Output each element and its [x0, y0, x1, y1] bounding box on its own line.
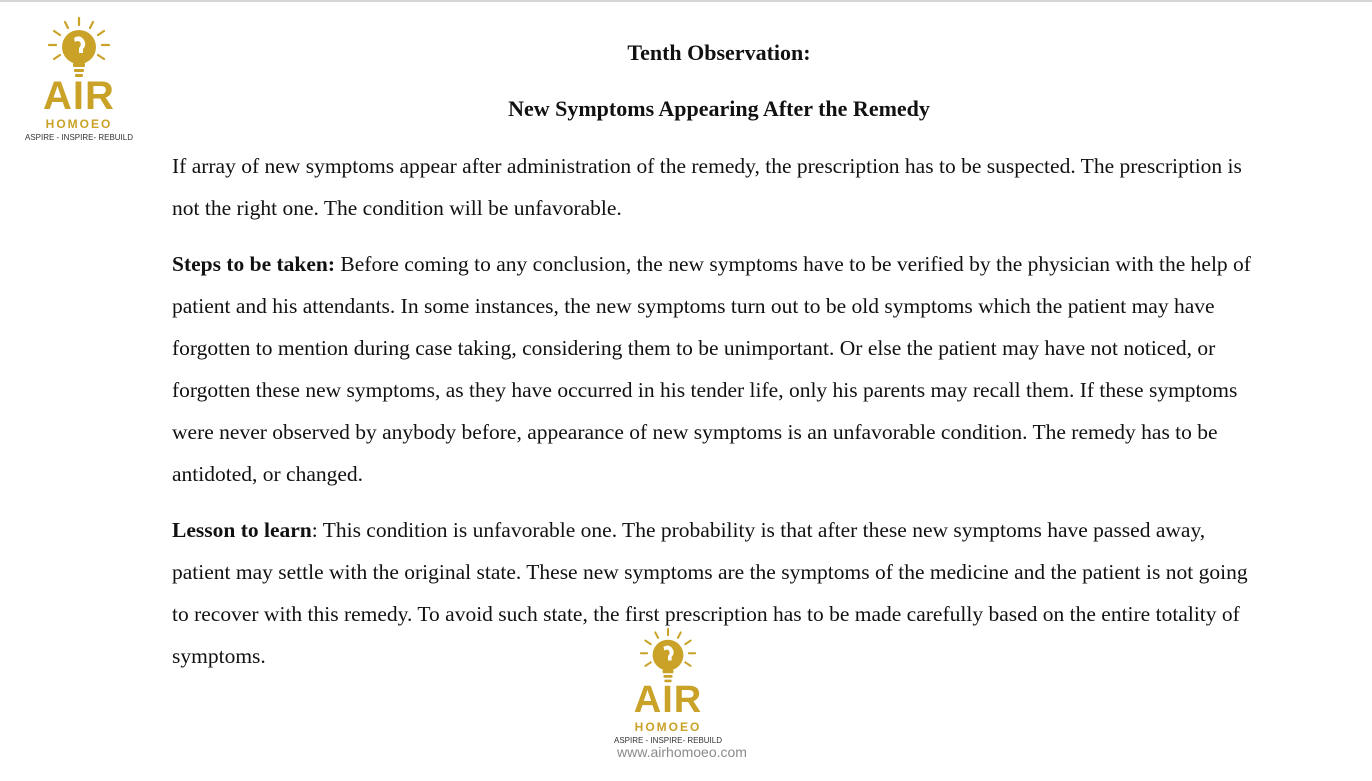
watermark-logo: [613, 627, 723, 745]
lightbulb-head-icon: [636, 627, 700, 685]
watermark-subname: HOMOEO: [634, 720, 702, 734]
steps-paragraph: [172, 243, 1258, 495]
watermark-wordmark: AIR: [633, 679, 703, 721]
steps-text: Before coming to any conclusion, the new symptoms have to be verified by the physician with the help of patient and his attendants. In some instances, the new symptoms turn out to be old symptoms which the patient may have forgotten to mention during case taking, considering them to be unimportant. Or else the patient may have not noticed, or forgotten these new symptoms, as they have occurred in his tender life, only his parents may recall them. If these symptoms were never observed by anybody before, appearance of new symptoms is an unfavorable condition. The remedy has to be antidoted, or changed.: [172, 252, 1251, 486]
brand-logo: [24, 16, 134, 142]
top-divider: [0, 0, 1372, 2]
logo-subname: HOMOEO: [45, 117, 113, 131]
page-subtitle: New Symptoms Appearing After the Remedy: [508, 96, 930, 121]
lesson-label: Lesson to learn: [172, 518, 312, 542]
intro-paragraph: [172, 145, 1258, 229]
watermark-tagline: ASPIRE - INSPIRE- REBUILD: [613, 736, 723, 745]
lightbulb-head-icon: [44, 16, 114, 80]
page-title: Tenth Observation:: [627, 40, 811, 65]
logo-tagline: ASPIRE - INSPIRE- REBUILD: [24, 133, 134, 142]
lesson-text: : This condition is unfavorable one. The probability is that after these new symptoms have passed away, patient may settle with the original state. These new symptoms are the symptoms of the medicine and the patient is not going to recover with this remedy. To avoid such state, the first prescription has to be made carefully based on the entire totality of symptoms.: [172, 518, 1248, 668]
logo-wordmark: AIR: [43, 74, 115, 118]
website-url: www.airhomoeo.com: [617, 744, 747, 760]
steps-label: Steps to be taken:: [172, 252, 336, 276]
intro-text: If array of new symptoms appear after administration of the remedy, the prescription has to be suspected. The prescription is not the right one. The condition will be unfavorable.: [172, 154, 1242, 220]
document-body: [172, 145, 1258, 691]
